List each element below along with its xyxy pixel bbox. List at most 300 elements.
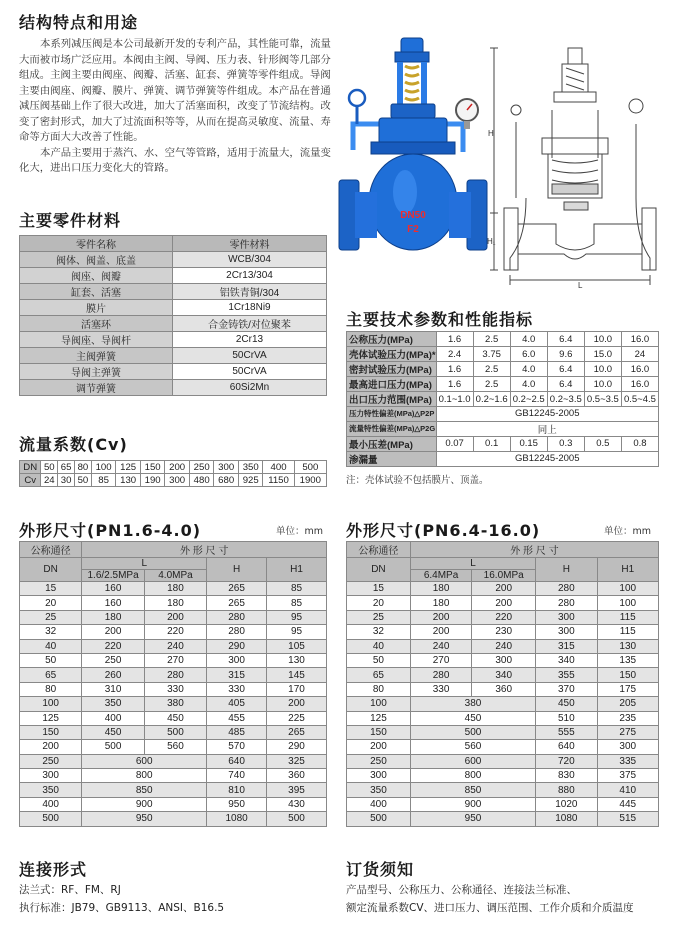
dim2-h: 450 xyxy=(536,697,597,711)
dim2-dn: 50 xyxy=(347,653,411,667)
material-value: 铝铁青铜/304 xyxy=(173,284,327,300)
dim2-h1: 135 xyxy=(597,653,658,667)
dim2-unit: 单位：mm xyxy=(604,526,652,537)
flow-cv-value: 1150 xyxy=(263,474,294,487)
tech-param-value: 0.1~1.0 xyxy=(436,392,473,407)
dim1-row xyxy=(20,697,327,711)
dim1-h: 1080 xyxy=(207,812,267,826)
dim1-row xyxy=(20,769,327,783)
dim2-h1: 115 xyxy=(597,625,658,639)
dim2-row xyxy=(347,754,659,768)
dim1-row xyxy=(20,682,327,696)
dim2-l: 500 xyxy=(410,725,535,739)
dim2-title: 外形尺寸(PN6.4-16.0) xyxy=(346,521,541,540)
materials-row xyxy=(20,268,327,284)
dim1-row xyxy=(20,653,327,667)
connection-text xyxy=(19,881,224,917)
dim1-dn: 40 xyxy=(20,639,82,653)
dim2-l-high: 220 xyxy=(472,610,536,624)
tech-param-value: 2.4 xyxy=(436,347,473,362)
dim2-row xyxy=(347,769,659,783)
dim2-l-low: 280 xyxy=(410,668,471,682)
material-part-name: 活塞环 xyxy=(20,316,173,332)
dim2-dn: 15 xyxy=(347,582,411,596)
dim1-title: 外形尺寸(PN1.6-4.0) xyxy=(19,521,202,540)
flow-dn-value: 80 xyxy=(75,461,92,474)
dim1-l-high: 500 xyxy=(144,725,206,739)
dim1-l-high: 450 xyxy=(144,711,206,725)
materials-row xyxy=(20,300,327,316)
dim1-h: 265 xyxy=(207,596,267,610)
dim2-row xyxy=(347,812,659,826)
dim1-dn: 250 xyxy=(20,754,82,768)
dim2-row xyxy=(347,653,659,667)
dim1-dn: 20 xyxy=(20,596,82,610)
dim1-dn: 300 xyxy=(20,769,82,783)
dim2-dn: 40 xyxy=(347,639,411,653)
flow-dn-value: 250 xyxy=(189,461,214,474)
dim1-h: 485 xyxy=(207,725,267,739)
dim2-row xyxy=(347,797,659,811)
dim1-dn: 50 xyxy=(20,653,82,667)
tech-param-value: 3.75 xyxy=(473,347,510,362)
dim2-header-dn: 公称通径 xyxy=(347,542,411,558)
dim1-row xyxy=(20,797,327,811)
dim1-h1: 200 xyxy=(267,697,327,711)
dim1-h1: 130 xyxy=(267,653,327,667)
flow-cv-label: Cv xyxy=(20,474,41,487)
dim1-h: 300 xyxy=(207,653,267,667)
dim1-h1: 225 xyxy=(267,711,327,725)
materials-table xyxy=(19,235,327,396)
flow-cv-value: 480 xyxy=(189,474,214,487)
dim1-dn: 500 xyxy=(20,812,82,826)
tech-param-value: 0.5~4.5 xyxy=(621,392,658,407)
dim1-header-h1: H1 xyxy=(267,558,327,582)
dim1-l: 800 xyxy=(82,769,207,783)
order-title: 订货须知 xyxy=(346,860,415,879)
dim2-h: 640 xyxy=(536,740,597,754)
dim1-dn: 32 xyxy=(20,625,82,639)
valve-drawing xyxy=(486,38,676,288)
dim2-h: 300 xyxy=(536,625,597,639)
dim2-l-low: 330 xyxy=(410,682,471,696)
dim2-dn: 80 xyxy=(347,682,411,696)
dim2-l-high: 240 xyxy=(472,639,536,653)
dim2-dn: 200 xyxy=(347,740,411,754)
dim2-l-high: 200 xyxy=(472,582,536,596)
flow-cv-value: 24 xyxy=(41,474,58,487)
dim2-l: 560 xyxy=(410,740,535,754)
dim2-h1: 130 xyxy=(597,639,658,653)
valve-marking-bottom: F2 xyxy=(407,224,419,235)
flow-dn-value: 300 xyxy=(214,461,239,474)
dim1-l-high: 180 xyxy=(144,596,206,610)
dim1-h1: 290 xyxy=(267,740,327,754)
tech-param-label: 公称压力(MPa) xyxy=(347,332,437,347)
tech-param-label: 出口压力范围(MPa) xyxy=(347,392,437,407)
tech-param-value: 0.3 xyxy=(547,436,584,451)
tech-param-value: 6.4 xyxy=(547,377,584,392)
flow-cv-value: 50 xyxy=(75,474,92,487)
dim2-header-row xyxy=(347,542,659,558)
dim2-l-high: 200 xyxy=(472,596,536,610)
tech-param-value: 6.0 xyxy=(510,347,547,362)
dim1-h1: 85 xyxy=(267,582,327,596)
dim1-h: 280 xyxy=(207,610,267,624)
dim1-h1: 105 xyxy=(267,639,327,653)
flow-dn-value: 50 xyxy=(41,461,58,474)
dim1-header-h: H xyxy=(207,558,267,582)
dim2-h1: 335 xyxy=(597,754,658,768)
tech-param-value: 0.8 xyxy=(621,436,658,451)
dim2-l: 950 xyxy=(410,812,535,826)
dim2-h: 1080 xyxy=(536,812,597,826)
dim1-header-l-high: 4.0MPa xyxy=(144,570,206,582)
tech-table xyxy=(346,331,659,467)
flow-title: 流量系数(Cv) xyxy=(19,435,128,454)
dim2-header-h1: H1 xyxy=(597,558,658,582)
dim1-dn: 200 xyxy=(20,740,82,754)
dim1-row xyxy=(20,639,327,653)
materials-row xyxy=(20,364,327,380)
dim2-row xyxy=(347,740,659,754)
dim1-dn: 350 xyxy=(20,783,82,797)
tech-param-value: 同上 xyxy=(436,421,658,436)
flow-dn-value: 125 xyxy=(116,461,141,474)
dim2-dn: 250 xyxy=(347,754,411,768)
dim1-header-l: L xyxy=(82,558,207,570)
material-value: 合金铸铁/对位聚苯 xyxy=(173,316,327,332)
dim1-row xyxy=(20,582,327,596)
tech-param-value: 4.0 xyxy=(510,332,547,347)
dim1-l-high: 200 xyxy=(144,610,206,624)
dim2-l-high: 360 xyxy=(472,682,536,696)
dim1-h: 455 xyxy=(207,711,267,725)
dim1-h: 265 xyxy=(207,582,267,596)
materials-header-part: 零件名称 xyxy=(20,236,173,252)
flow-cv-row xyxy=(20,474,327,487)
tech-param-value: 0.2~3.5 xyxy=(547,392,584,407)
tech-row xyxy=(347,332,659,347)
dim2-header-l-low: 6.4MPa xyxy=(410,570,471,582)
dim1-l: 850 xyxy=(82,783,207,797)
drawing-label-h1: H₁ xyxy=(487,237,496,246)
features-text xyxy=(19,37,341,177)
dim1-l-low: 200 xyxy=(82,625,145,639)
tech-note: 注：壳体试验不包括膜片、顶盖。 xyxy=(346,475,489,486)
dim1-h: 950 xyxy=(207,797,267,811)
dim1-l: 900 xyxy=(82,797,207,811)
dim1-h1: 360 xyxy=(267,769,327,783)
material-value: WCB/304 xyxy=(173,252,327,268)
flow-dn-value: 200 xyxy=(165,461,190,474)
tech-row xyxy=(347,377,659,392)
dim1-h1: 170 xyxy=(267,682,327,696)
dim1-h1: 325 xyxy=(267,754,327,768)
flow-dn-value: 65 xyxy=(58,461,75,474)
dim1-dn: 15 xyxy=(20,582,82,596)
dim1-row xyxy=(20,783,327,797)
flow-dn-value: 100 xyxy=(91,461,116,474)
dim2-row xyxy=(347,625,659,639)
tech-row xyxy=(347,421,659,436)
material-part-name: 阀体、阀盖、底盖 xyxy=(20,252,173,268)
dim1-dn: 400 xyxy=(20,797,82,811)
material-value: 50CrVA xyxy=(173,348,327,364)
tech-param-value: 1.6 xyxy=(436,362,473,377)
dim2-h1: 300 xyxy=(597,740,658,754)
materials-row xyxy=(20,284,327,300)
dim2-h1: 150 xyxy=(597,668,658,682)
dim2-h: 720 xyxy=(536,754,597,768)
tech-title: 主要技术参数和性能指标 xyxy=(346,310,534,329)
dim1-l-low: 450 xyxy=(82,725,145,739)
dim1-header-dn: 公称通径 xyxy=(20,542,82,558)
tech-row xyxy=(347,362,659,377)
material-part-name: 主阀弹簧 xyxy=(20,348,173,364)
flow-dn-value: 500 xyxy=(294,461,326,474)
dim2-row xyxy=(347,783,659,797)
dim1-h1: 265 xyxy=(267,725,327,739)
material-part-name: 导阀主弹簧 xyxy=(20,364,173,380)
dim2-h: 370 xyxy=(536,682,597,696)
dim2-dn: 20 xyxy=(347,596,411,610)
materials-row xyxy=(20,252,327,268)
dim2-h1: 235 xyxy=(597,711,658,725)
tech-param-value: 24 xyxy=(621,347,658,362)
dim1-row xyxy=(20,754,327,768)
dim1-l: 950 xyxy=(82,812,207,826)
tech-param-value: 16.0 xyxy=(621,377,658,392)
material-value: 50CrVA xyxy=(173,364,327,380)
dim2-l: 380 xyxy=(410,697,535,711)
dim2-row xyxy=(347,725,659,739)
flow-cv-value: 30 xyxy=(58,474,75,487)
tech-param-value: 0.5~3.5 xyxy=(584,392,621,407)
dim1-h: 330 xyxy=(207,682,267,696)
dim2-l: 800 xyxy=(410,769,535,783)
dim2-h: 340 xyxy=(536,653,597,667)
flow-cv-value: 1900 xyxy=(294,474,326,487)
dim1-h: 570 xyxy=(207,740,267,754)
dim2-row xyxy=(347,596,659,610)
dim1-l-high: 240 xyxy=(144,639,206,653)
tech-param-label: 流量特性偏差(MPa)△P2G xyxy=(347,421,437,436)
features-title: 结构特点和用途 xyxy=(19,13,139,32)
dim1-l-low: 220 xyxy=(82,639,145,653)
dim1-h1: 430 xyxy=(267,797,327,811)
material-part-name: 阀座、阀瓣 xyxy=(20,268,173,284)
dim2-h: 555 xyxy=(536,725,597,739)
tech-param-label: 渗漏量 xyxy=(347,451,437,466)
dim1-l-high: 560 xyxy=(144,740,206,754)
dim2-header-row xyxy=(347,558,659,570)
materials-header-row xyxy=(20,236,327,252)
dim2-header-l: L xyxy=(410,558,535,570)
valve-marking-top: DN50 xyxy=(400,210,426,221)
dim1-l-low: 310 xyxy=(82,682,145,696)
tech-param-value: GB12245-2005 xyxy=(436,451,658,466)
dim1-row xyxy=(20,610,327,624)
dim2-dn: 25 xyxy=(347,610,411,624)
connection-title: 连接形式 xyxy=(19,860,88,879)
dim2-dn: 500 xyxy=(347,812,411,826)
tech-param-value: 16.0 xyxy=(621,362,658,377)
dim1-l-low: 250 xyxy=(82,653,145,667)
dim2-header-h: H xyxy=(536,558,597,582)
dim1-l-high: 180 xyxy=(144,582,206,596)
dim2-h: 355 xyxy=(536,668,597,682)
materials-row xyxy=(20,332,327,348)
dim1-h: 280 xyxy=(207,625,267,639)
dim1-h: 315 xyxy=(207,668,267,682)
material-value: 2Cr13 xyxy=(173,332,327,348)
material-value: 1Cr18Ni9 xyxy=(173,300,327,316)
dim1-unit: 单位：mm xyxy=(276,526,324,537)
tech-param-value: 0.1 xyxy=(473,436,510,451)
dim1-row xyxy=(20,812,327,826)
dim1-l-low: 260 xyxy=(82,668,145,682)
flow-cv-value: 130 xyxy=(116,474,141,487)
dim2-dn: 300 xyxy=(347,769,411,783)
dim1-header-dimensions: 外 形 尺 寸 xyxy=(82,542,327,558)
tech-row xyxy=(347,407,659,422)
material-part-name: 调节弹簧 xyxy=(20,380,173,396)
order-line-1: 产品型号、公称压力、公称通径、连接法兰标准、 xyxy=(346,884,577,896)
dim1-row xyxy=(20,668,327,682)
dim1-row xyxy=(20,740,327,754)
valve-photo xyxy=(335,32,495,272)
dim1-h1: 395 xyxy=(267,783,327,797)
dim1-l-high: 380 xyxy=(144,697,206,711)
dim1-header-l-low: 1.6/2.5MPa xyxy=(82,570,145,582)
tech-param-value: 6.4 xyxy=(547,362,584,377)
dim2-table xyxy=(346,541,659,827)
dim1-l-low: 500 xyxy=(82,740,145,754)
dim1-dn: 150 xyxy=(20,725,82,739)
flow-cv-value: 300 xyxy=(165,474,190,487)
drawing-label-h: H xyxy=(488,129,494,138)
tech-param-value: 15.0 xyxy=(584,347,621,362)
flow-cv-value: 85 xyxy=(91,474,116,487)
dim1-l-high: 330 xyxy=(144,682,206,696)
drawing-label-l: L xyxy=(578,281,583,288)
material-value: 2Cr13/304 xyxy=(173,268,327,284)
materials-title: 主要零件材料 xyxy=(19,211,122,230)
dim1-h1: 85 xyxy=(267,596,327,610)
tech-param-value: 0.15 xyxy=(510,436,547,451)
dim2-row xyxy=(347,711,659,725)
dim2-row xyxy=(347,697,659,711)
tech-param-label: 密封试验压力(MPa) xyxy=(347,362,437,377)
dim2-dn: 125 xyxy=(347,711,411,725)
flow-cv-value: 925 xyxy=(238,474,263,487)
dim2-header-dimensions: 外 形 尺 寸 xyxy=(410,542,658,558)
tech-row xyxy=(347,451,659,466)
flow-cv-value: 190 xyxy=(140,474,165,487)
flow-dn-value: 400 xyxy=(263,461,294,474)
tech-row xyxy=(347,392,659,407)
tech-param-label: 壳体试验压力(MPa)* xyxy=(347,347,437,362)
dim1-dn: 125 xyxy=(20,711,82,725)
dim1-l-high: 270 xyxy=(144,653,206,667)
tech-param-value: 0.07 xyxy=(436,436,473,451)
tech-param-value: 16.0 xyxy=(621,332,658,347)
dim2-dn: 350 xyxy=(347,783,411,797)
dim2-l: 850 xyxy=(410,783,535,797)
dim2-l-low: 180 xyxy=(410,596,471,610)
material-value: 60Si2Mn xyxy=(173,380,327,396)
tech-param-label: 最高进口压力(MPa) xyxy=(347,377,437,392)
dim1-row xyxy=(20,725,327,739)
flow-dn-row xyxy=(20,461,327,474)
dim1-l: 600 xyxy=(82,754,207,768)
tech-param-value: 2.5 xyxy=(473,362,510,377)
dim1-row xyxy=(20,596,327,610)
dim2-h: 315 xyxy=(536,639,597,653)
dim2-l-low: 200 xyxy=(410,625,471,639)
dim1-l-high: 220 xyxy=(144,625,206,639)
tech-param-value: 10.0 xyxy=(584,362,621,377)
dim1-h: 640 xyxy=(207,754,267,768)
dim2-dn: 150 xyxy=(347,725,411,739)
materials-row xyxy=(20,380,327,396)
dim1-row xyxy=(20,625,327,639)
flow-dn-label: DN xyxy=(20,461,41,474)
dim2-row xyxy=(347,582,659,596)
dim2-h: 280 xyxy=(536,596,597,610)
dim2-h1: 410 xyxy=(597,783,658,797)
tech-param-value: 9.6 xyxy=(547,347,584,362)
dim2-h: 510 xyxy=(536,711,597,725)
dim2-l: 600 xyxy=(410,754,535,768)
dim1-dn: 100 xyxy=(20,697,82,711)
flow-dn-value: 150 xyxy=(140,461,165,474)
tech-param-value: 2.5 xyxy=(473,377,510,392)
dim1-h1: 95 xyxy=(267,610,327,624)
dim2-h1: 100 xyxy=(597,582,658,596)
dim2-row xyxy=(347,610,659,624)
order-text xyxy=(346,881,634,917)
tech-param-value: 1.6 xyxy=(436,377,473,392)
material-part-name: 缸套、活塞 xyxy=(20,284,173,300)
dim1-dn: 25 xyxy=(20,610,82,624)
dim2-h: 1020 xyxy=(536,797,597,811)
tech-param-label: 最小压差(MPa) xyxy=(347,436,437,451)
materials-header-material: 零件材料 xyxy=(173,236,327,252)
dim2-h1: 515 xyxy=(597,812,658,826)
dim2-l-high: 340 xyxy=(472,668,536,682)
tech-param-label: 压力特性偏差(MPa)△P2P xyxy=(347,407,437,422)
materials-row xyxy=(20,348,327,364)
order-line-2: 额定流量系数CV、进口压力、调压范围、工作介质和介质温度 xyxy=(346,902,634,914)
dim2-h1: 100 xyxy=(597,596,658,610)
tech-param-value: 0.5 xyxy=(584,436,621,451)
features-paragraph-1: 本系列减压阀是本公司最新开发的专利产品，其性能可靠，流量大而被市场广泛应用。本阀由主阀、导阀、压力表、针形阀等几部分组成。主阀主要由阀座、阀瓣、活塞、缸套、弹簧等零件组成。导阀主要由阀座、阀瓣、膜片、弹簧、调节弹簧等件组成。本产品在普通减压阀基础上作了很大改进，加大了活塞面积，改变了节流结构。改变了密封形式，加大了过流面积等等，从而在提高灵敏度、流量、寿命等方面大大改善了性能。 xyxy=(19,38,331,143)
dim1-table xyxy=(19,541,327,827)
dim1-header-dn-code: DN xyxy=(20,558,82,582)
tech-param-value: 0.2~2.5 xyxy=(510,392,547,407)
dim2-dn: 400 xyxy=(347,797,411,811)
tech-param-value: 4.0 xyxy=(510,377,547,392)
features-paragraph-2: 本产品主要用于蒸汽、水、空气等管路，适用于流量大，流量变化大，进出口压力变化大的管路。 xyxy=(19,146,331,174)
tech-param-value: 1.6 xyxy=(436,332,473,347)
dim2-h: 830 xyxy=(536,769,597,783)
dim2-header-l-high: 16.0MPa xyxy=(472,570,536,582)
tech-row xyxy=(347,347,659,362)
dim1-h: 290 xyxy=(207,639,267,653)
